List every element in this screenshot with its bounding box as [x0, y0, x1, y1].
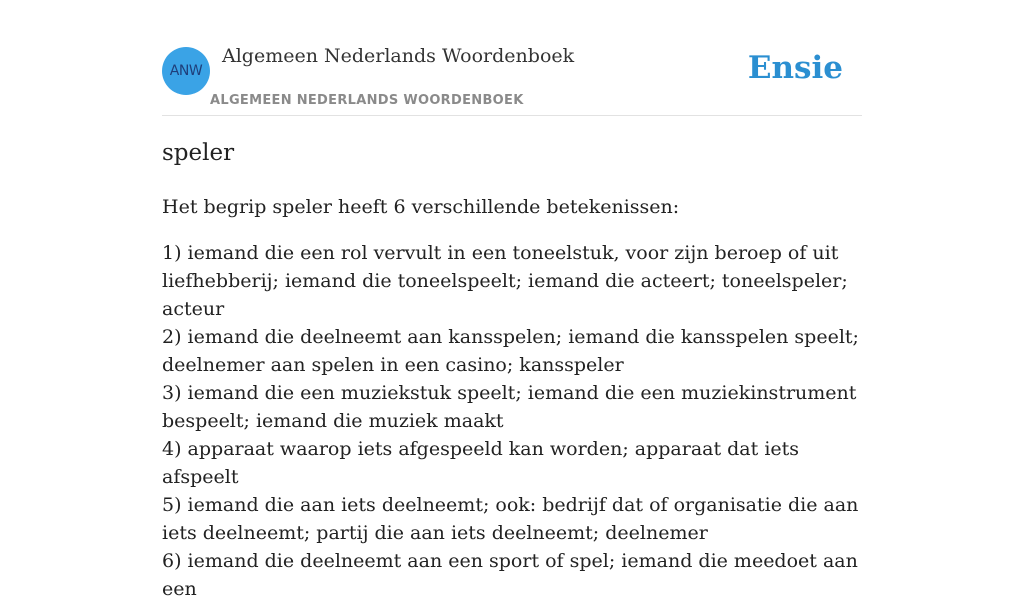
ensie-brand-link[interactable]: Ensie [747, 50, 843, 86]
logo-text: ANW [169, 63, 203, 79]
site-subtitle: ALGEMEEN NEDERLANDS WOORDENBOEK [210, 93, 524, 108]
meaning-item: 2) iemand die deelneemt aan kansspelen; iemand die kansspelen speelt; deelnemer aan spelen in een casino; kansspeler [162, 326, 859, 376]
meaning-item: 5) iemand die aan iets deelneemt; ook: bedrijf dat of organisatie die aan iets deelneemt; partij die aan iets deelneemt; deelnemer [162, 494, 859, 544]
header [162, 0, 862, 116]
site-title[interactable]: Algemeen Nederlands Woordenboek [222, 45, 575, 67]
entry-title: speler [162, 140, 235, 166]
meaning-item: 4) apparaat waarop iets afgespeeld kan worden; apparaat dat iets afspeelt [162, 438, 800, 488]
meaning-item: 3) iemand die een muziekstuk speelt; iemand die een muziekinstrument bespeelt; iemand die muziek maakt [162, 382, 857, 432]
entry-intro: Het begrip speler heeft 6 verschillende betekenissen: [162, 196, 680, 218]
meaning-item: 1) iemand die een rol vervult in een toneelstuk, voor zijn beroep of uit liefhebberij; iemand die toneelspeelt; iemand die acteert; toneelspeler; acteur [162, 242, 848, 320]
anw-logo[interactable] [162, 47, 210, 95]
meaning-item: 6) iemand die deelneemt aan een sport of spel; iemand die meedoet aan een [162, 550, 858, 600]
page [162, 0, 862, 600]
meanings-list [162, 239, 862, 603]
